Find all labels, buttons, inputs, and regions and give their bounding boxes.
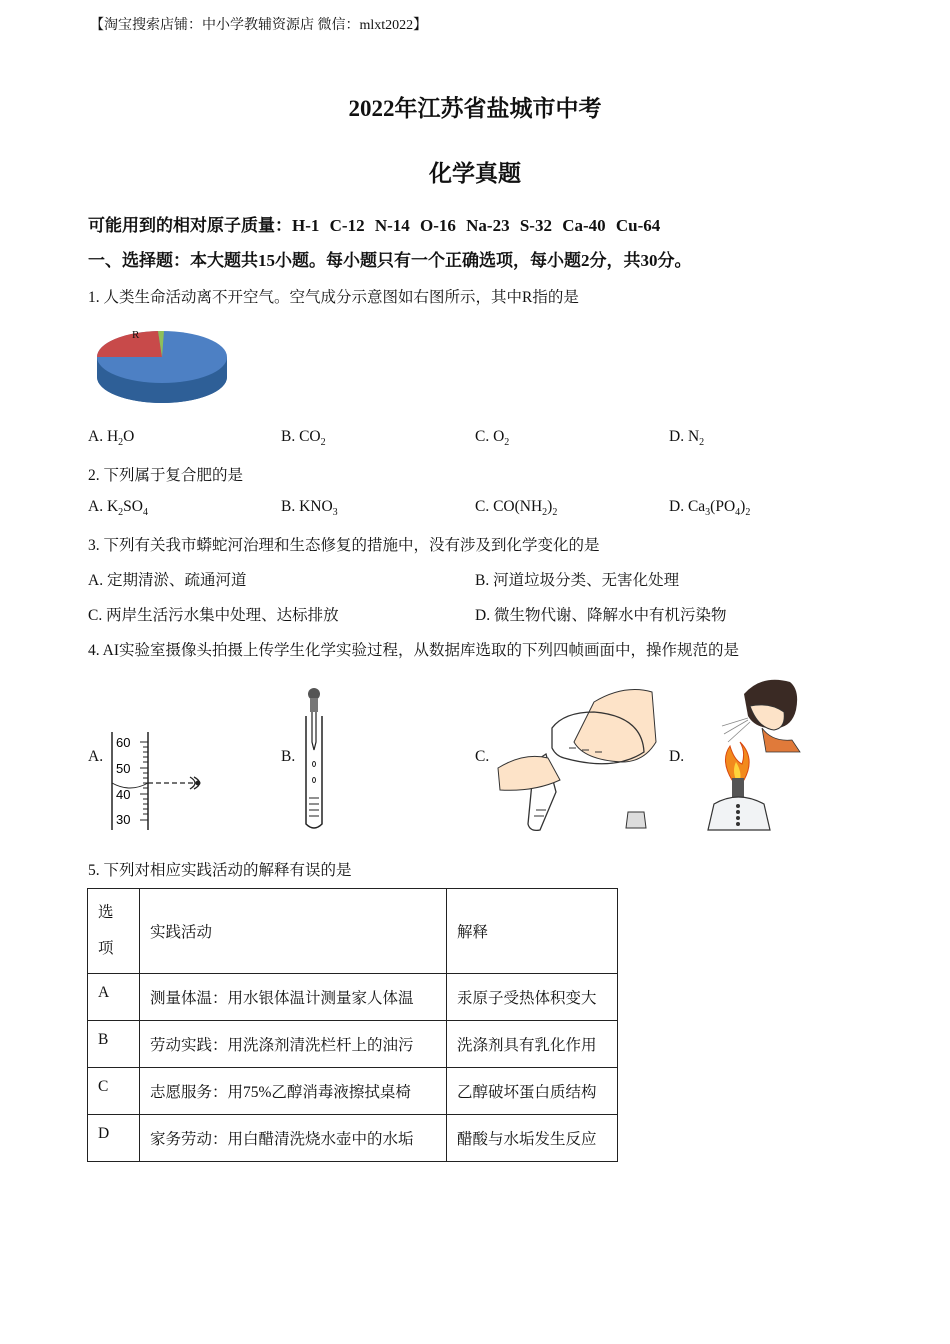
dropper-test-tube-image [300,686,330,836]
header-explanation: 解释 [447,889,618,974]
q3-option-b: B. 河道垃圾分类、无害化处理 [475,572,680,589]
q4-stem: 4. AI实验室摄像头拍摄上传学生化学实验过程，从数据库选取的下列四帧画面中，操作规范的是 [88,642,740,659]
q1-option-b: B. $CO_2$ [281,428,326,449]
q4-label-d: D. [669,748,685,765]
table-row: D 家务劳动：用白醋清洗烧水壶中的水垢 醋酸与水垢发生反应 [88,1115,618,1162]
q2-option-c: C. $CO(NH_2)_2$ [475,498,558,519]
section-1-heading: 一、选择题：本大题共15小题。每小题只有一个正确选项，每小题2分，共30分。 [88,251,692,270]
q4-label-c: C. [475,748,490,765]
header-option: 选 项 [88,889,140,974]
cylinder-tick-30: 30 [116,812,131,827]
q2-option-a: A. $K_2SO_4$ [88,498,148,519]
table-row: A 测量体温：用水银体温计测量家人体温 汞原子受热体积变大 [88,974,618,1021]
q5-table [87,888,618,1162]
q1-stem: 1. 人类生命活动离不开空气。空气成分示意图如右图所示，其中R指的是 [88,289,579,306]
table-row: B 劳动实践：用洗涤剂清洗栏杆上的油污 洗涤剂具有乳化作用 [88,1021,618,1068]
q2-option-b: B. $KNO_3$ [281,498,338,519]
table-row: C 志愿服务：用75%乙醇消毒液擦拭桌椅 乙醇破坏蛋白质结构 [88,1068,618,1115]
q3-stem: 3. 下列有关我市蟒蛇河治理和生态修复的措施中，没有涉及到化学变化的是 [88,537,600,554]
pie-label-r: R [132,329,140,341]
atomic-mass-line: 可能用到的相对原子质量：H-1 C-12 N-14 O-16 Na-23 S-32 Ca-40 Cu-64 [88,216,661,235]
q2-option-d: D. $Ca_3(PO_4)_2$ [669,498,751,519]
cylinder-tick-60: 60 [116,735,131,750]
q3-option-c: C. 两岸生活污水集中处理、达标排放 [88,607,339,624]
graduated-cylinder-reading-image [108,730,213,832]
q1-option-a: A. $H_2O$ [88,428,135,449]
header-activity: 实践活动 [140,889,447,974]
q3-option-d: D. 微生物代谢、降解水中有机污染物 [475,607,727,624]
q1-option-c: C. $O_2$ [475,428,510,449]
q4-label-b: B. [281,748,296,765]
q3-option-a: A. 定期清淤、疏通河道 [88,572,247,589]
exam-title: 2022年江苏省盐城市中考 [348,96,602,121]
table-header-row [88,889,618,974]
blowing-out-alcohol-lamp-image [692,668,810,836]
q2-stem: 2. 下列属于复合肥的是 [88,467,244,484]
air-composition-pie-image [92,315,232,407]
pouring-liquid-image [494,682,664,834]
cylinder-tick-50: 50 [116,761,131,776]
q4-label-a: A. [88,748,104,765]
q5-stem: 5. 下列对相应实践活动的解释有误的是 [88,862,352,879]
q1-option-d: D. $N_2$ [669,428,705,449]
cylinder-tick-40: 40 [116,787,131,802]
shop-banner: 【淘宝搜索店铺：中小学教辅资源店 微信：mlxt2022】 [90,18,428,33]
exam-subtitle: 化学真题 [429,161,521,186]
